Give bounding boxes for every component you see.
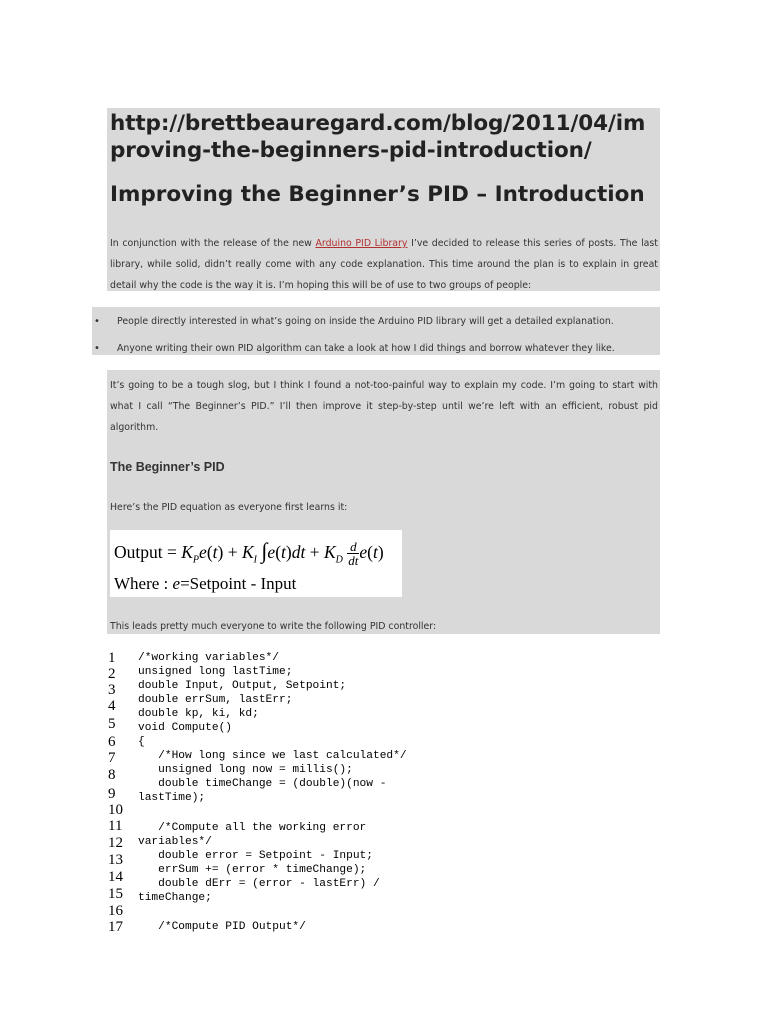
intro-text-after: I’ve decided to release this series of posts. The last library, while solid, didn’t really come with any code explanation. This time around the plan is to explain in great detail why the code is the way it is. I’m hoping this will be of use to two groups of people: — [110, 238, 658, 291]
list-item-text: Anyone writing their own PID algorithm can take a look at how I did things and borrow whatever they like. — [117, 343, 615, 354]
code-line: unsigned long now = millis(); — [138, 764, 353, 776]
line-number: 17 — [108, 919, 123, 935]
code-line: /*How long since we last calculated*/ — [138, 750, 407, 762]
pid-equation-image — [110, 530, 402, 597]
bullet-icon: • — [94, 316, 100, 327]
code-line: double dErr = (error - lastErr) / — [138, 878, 380, 890]
approach-paragraph: It’s going to be a tough slog, but I think I found a not-too-painful way to explain my code. I’m going to start with what I call “The Beginner’s PID.” I’ll then improve it step-by-step until we’re left with an efficient, robust pid algorithm. — [110, 380, 658, 433]
code-line: /*Compute PID Output*/ — [138, 921, 306, 933]
intro-paragraph — [110, 233, 658, 296]
line-number: 9 — [108, 786, 116, 802]
code-line: unsigned long lastTime; — [138, 666, 293, 678]
equation-intro: Here’s the PID equation as everyone first learns it: — [110, 502, 348, 513]
source-url[interactable]: http://brettbeauregard.com/blog/2011/04/improving-the-beginners-pid-introduction/ — [110, 111, 646, 163]
line-number: 16 — [108, 903, 123, 919]
list-item — [92, 312, 660, 332]
line-number: 12 — [108, 835, 123, 851]
list-item — [92, 339, 660, 359]
code-line: double kp, ki, kd; — [138, 708, 259, 720]
code-line: timeChange; — [138, 892, 212, 904]
line-number: 11 — [108, 818, 123, 834]
line-number: 6 — [108, 734, 116, 750]
code-line: /*Compute all the working error — [138, 822, 367, 834]
line-number: 4 — [108, 698, 116, 714]
code-line: double error = Setpoint - Input; — [138, 850, 373, 862]
list-item-text: People directly interested in what’s going on inside the Arduino PID library will get a detailed explanation. — [117, 316, 614, 327]
page-title: Improving the Beginner’s PID – Introduction — [110, 182, 645, 207]
code-line: errSum += (error * timeChange); — [138, 864, 367, 876]
arduino-pid-library-link[interactable]: Arduino PID Library — [315, 238, 408, 249]
code-line: variables*/ — [138, 836, 212, 848]
code-line: lastTime); — [138, 792, 206, 804]
line-number: 8 — [108, 767, 116, 783]
equation-line-1: Output = $K_Pe(t) + K_I$ $\int e(t)dt + K_D \frac{d}{dt}e(t)$ — [114, 538, 384, 569]
intro-text-before: In conjunction with the release of the new — [110, 238, 316, 249]
line-number: 7 — [108, 750, 116, 766]
code-intro: This leads pretty much everyone to write the following PID controller: — [110, 621, 437, 632]
section-heading: The Beginner’s PID — [110, 460, 225, 474]
equation-line-2: Where : e=Setpoint - Input — [114, 574, 297, 593]
line-number: 13 — [108, 852, 123, 868]
code-line: { — [138, 736, 145, 748]
line-number: 1 — [108, 650, 116, 666]
line-number: 15 — [108, 886, 123, 902]
line-number: 3 — [108, 682, 116, 698]
line-number: 10 — [108, 802, 123, 818]
code-line: double timeChange = (double)(now - — [138, 778, 387, 790]
code-line: void Compute() — [138, 722, 232, 734]
code-line: double errSum, lastErr; — [138, 694, 293, 706]
code-line: /*working variables*/ — [138, 652, 279, 664]
code-line: double Input, Output, Setpoint; — [138, 680, 347, 692]
line-number: 5 — [108, 716, 116, 732]
line-number: 2 — [108, 666, 116, 682]
line-number: 14 — [108, 869, 123, 885]
bullet-icon: • — [94, 343, 100, 354]
